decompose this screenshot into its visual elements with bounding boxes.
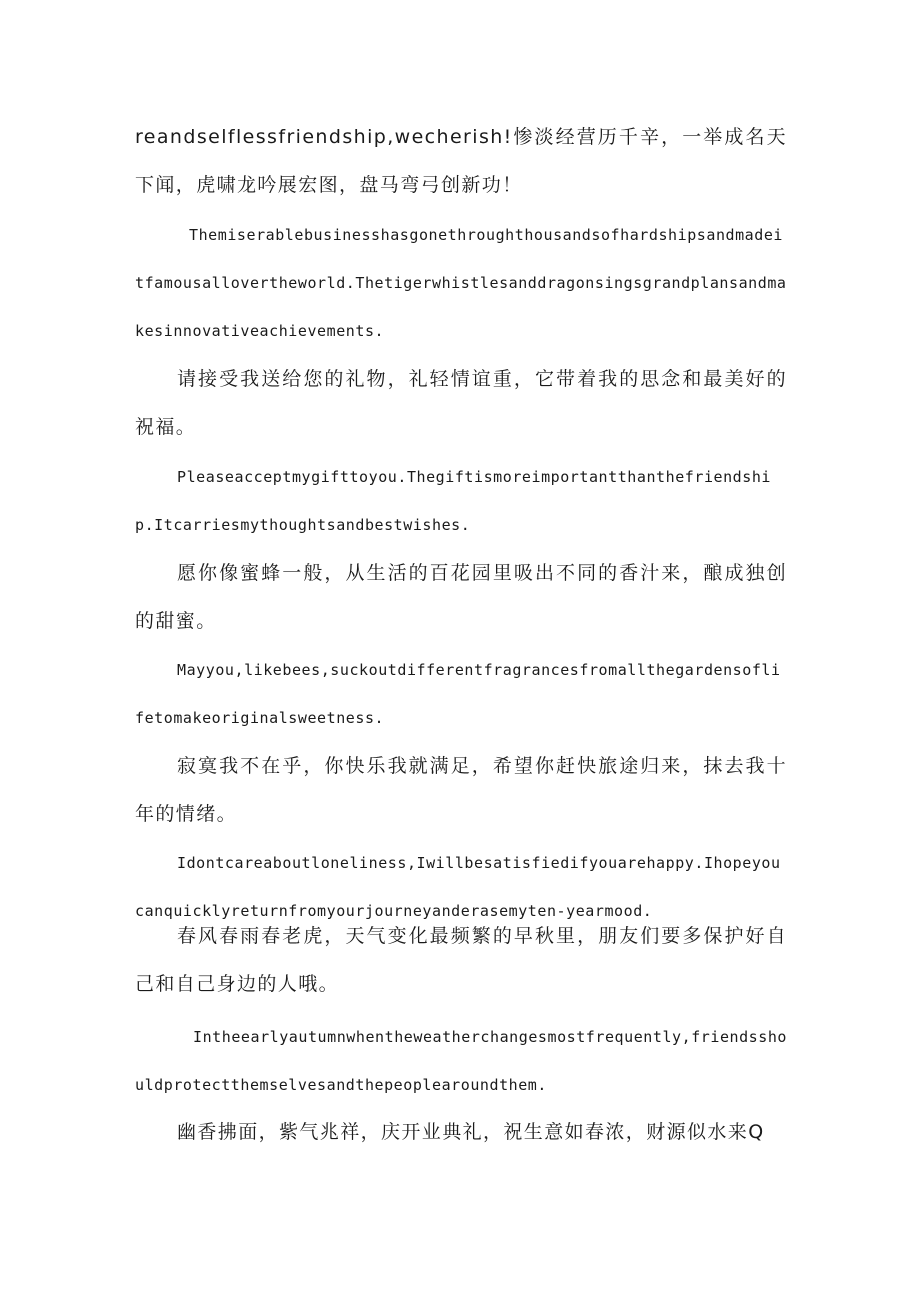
paragraph-6: Mayyou,likebees,suckoutdifferentfragrancesfromallthegardensoflifetomakeoriginalsweetness.: [135, 661, 781, 727]
paragraph-9: 春风春雨春老虎，天气变化最频繁的早秋里，朋友们要多保护好自己和自己身边的人哦。: [135, 925, 787, 995]
paragraph-11: 幽香拂面，紫气兆祥，庆开业典礼，祝生意如春浓，财源似水来Q: [177, 1121, 765, 1143]
paragraph-4: Pleaseacceptmygifttoyou.Thegiftismoreimportantthanthefriendship.Itcarriesmythoughtsandbestwishes.: [135, 468, 772, 534]
paragraph-5: 愿你像蜜蜂一般，从生活的百花园里吸出不同的香汁来，酿成独创的甜蜜。: [135, 562, 787, 632]
paragraph-3: 请接受我送给您的礼物，礼轻情谊重，它带着我的思念和最美好的祝福。: [135, 368, 787, 438]
paragraph-2: Themiserablebusinesshasgonethroughthousandsofhardshipsandmadeitfamousallovertheworld.Thetigerwhistlesanddragonsingsgrandplansandmakesinnovativeachievements.: [135, 226, 787, 340]
paragraph-7: 寂寞我不在乎，你快乐我就满足，希望你赶快旅途归来，抹去我十年的情绪。: [135, 755, 787, 825]
paragraph-1: reandselflessfriendship,wecherish!惨淡经营历千辛，一举成名天下闻，虎啸龙吟展宏图，盘马弯弓创新功！: [135, 126, 787, 196]
paragraph-10: Intheearlyautumnwhentheweatherchangesmostfrequently,friendsshouldprotectthemselvesandthepeoplearoundthem.: [135, 1028, 788, 1094]
paragraph-8: Idontcareaboutloneliness,Iwillbesatisfiedifyouarehappy.Ihopeyoucanquicklyreturnfromyourjourneyanderasemyten-yearmood.: [135, 854, 781, 920]
